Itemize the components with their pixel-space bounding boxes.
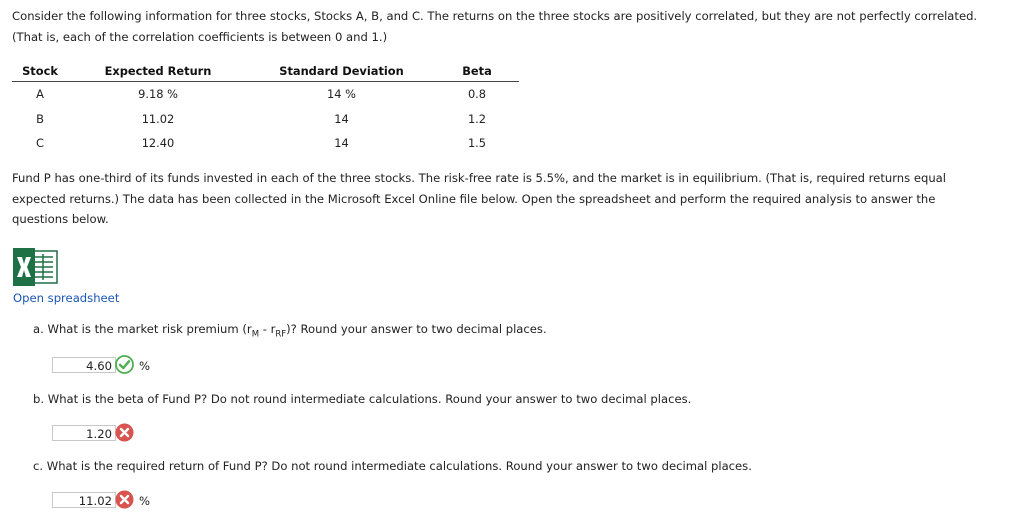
- question-a-suffix: )? Round your answer to two decimal places.: [286, 322, 547, 336]
- table-row: [12, 107, 519, 132]
- answer-c-unit: %: [139, 494, 151, 508]
- stocks-table: [12, 60, 519, 156]
- cell-beta: 1.5: [467, 136, 487, 151]
- x-error-icon: [115, 423, 134, 442]
- cell-standard-deviation: 14 %: [327, 87, 356, 102]
- open-spreadsheet-link[interactable]: Open spreadsheet: [13, 291, 120, 305]
- fund-line-1: Fund P has one-third of its funds invested in each of the three stocks. The risk-free rate is 5.5%, and the market is in equilibrium. (That is, required returns equal: [12, 171, 947, 185]
- cell-beta: 0.8: [467, 87, 487, 102]
- cell-stock: A: [36, 87, 44, 102]
- question-a-sub-rf: RF: [275, 329, 287, 340]
- intro-paragraph: [12, 6, 1012, 47]
- answer-c-input[interactable]: 11.02: [52, 492, 116, 508]
- answer-b-input[interactable]: 1.20: [52, 425, 116, 441]
- header-beta: Beta: [435, 60, 519, 82]
- fund-paragraph: [12, 168, 1012, 230]
- question-a-middle: - r: [259, 322, 276, 336]
- cell-expected-return: 11.02: [141, 111, 175, 126]
- table-header-row: [12, 60, 519, 82]
- answer-a-unit: %: [139, 359, 151, 373]
- question-c: c. What is the required return of Fund P? Do not round intermediate calculations. Round your answer to two decimal places.: [33, 459, 752, 473]
- header-expected-return: Expected Return: [68, 60, 248, 82]
- table-row: [12, 82, 519, 107]
- table-row: [12, 131, 519, 156]
- header-stock: Stock: [12, 60, 68, 82]
- intro-line-2: (That is, each of the correlation coefficients is between 0 and 1.): [12, 29, 388, 44]
- question-a-prefix: a. What is the market risk premium (r: [33, 322, 252, 336]
- x-error-icon: [115, 490, 134, 509]
- cell-standard-deviation: 14: [334, 136, 349, 151]
- answer-a-input[interactable]: 4.60: [52, 357, 116, 373]
- cell-stock: C: [36, 136, 44, 151]
- question-a: [33, 322, 547, 339]
- check-icon: [115, 355, 134, 374]
- header-standard-deviation: Standard Deviation: [248, 60, 435, 82]
- excel-icon[interactable]: [13, 248, 59, 286]
- question-a-sub-m: M: [251, 329, 260, 340]
- cell-standard-deviation: 14: [334, 111, 349, 126]
- intro-line-1: Consider the following information for three stocks, Stocks A, B, and C. The returns on the three stocks are positively correlated, but they are not perfectly correlated.: [12, 9, 978, 23]
- fund-line-3: questions below.: [12, 212, 109, 226]
- question-b: b. What is the beta of Fund P? Do not round intermediate calculations. Round your answer to two decimal places.: [33, 392, 692, 406]
- cell-beta: 1.2: [467, 111, 487, 126]
- cell-stock: B: [36, 111, 44, 126]
- fund-line-2: expected returns.) The data has been collected in the Microsoft Excel Online file below. Open the spreadsheet and perform the required analysis to answer the: [12, 191, 936, 206]
- cell-expected-return: 9.18 %: [138, 87, 178, 102]
- cell-expected-return: 12.40: [141, 136, 175, 151]
